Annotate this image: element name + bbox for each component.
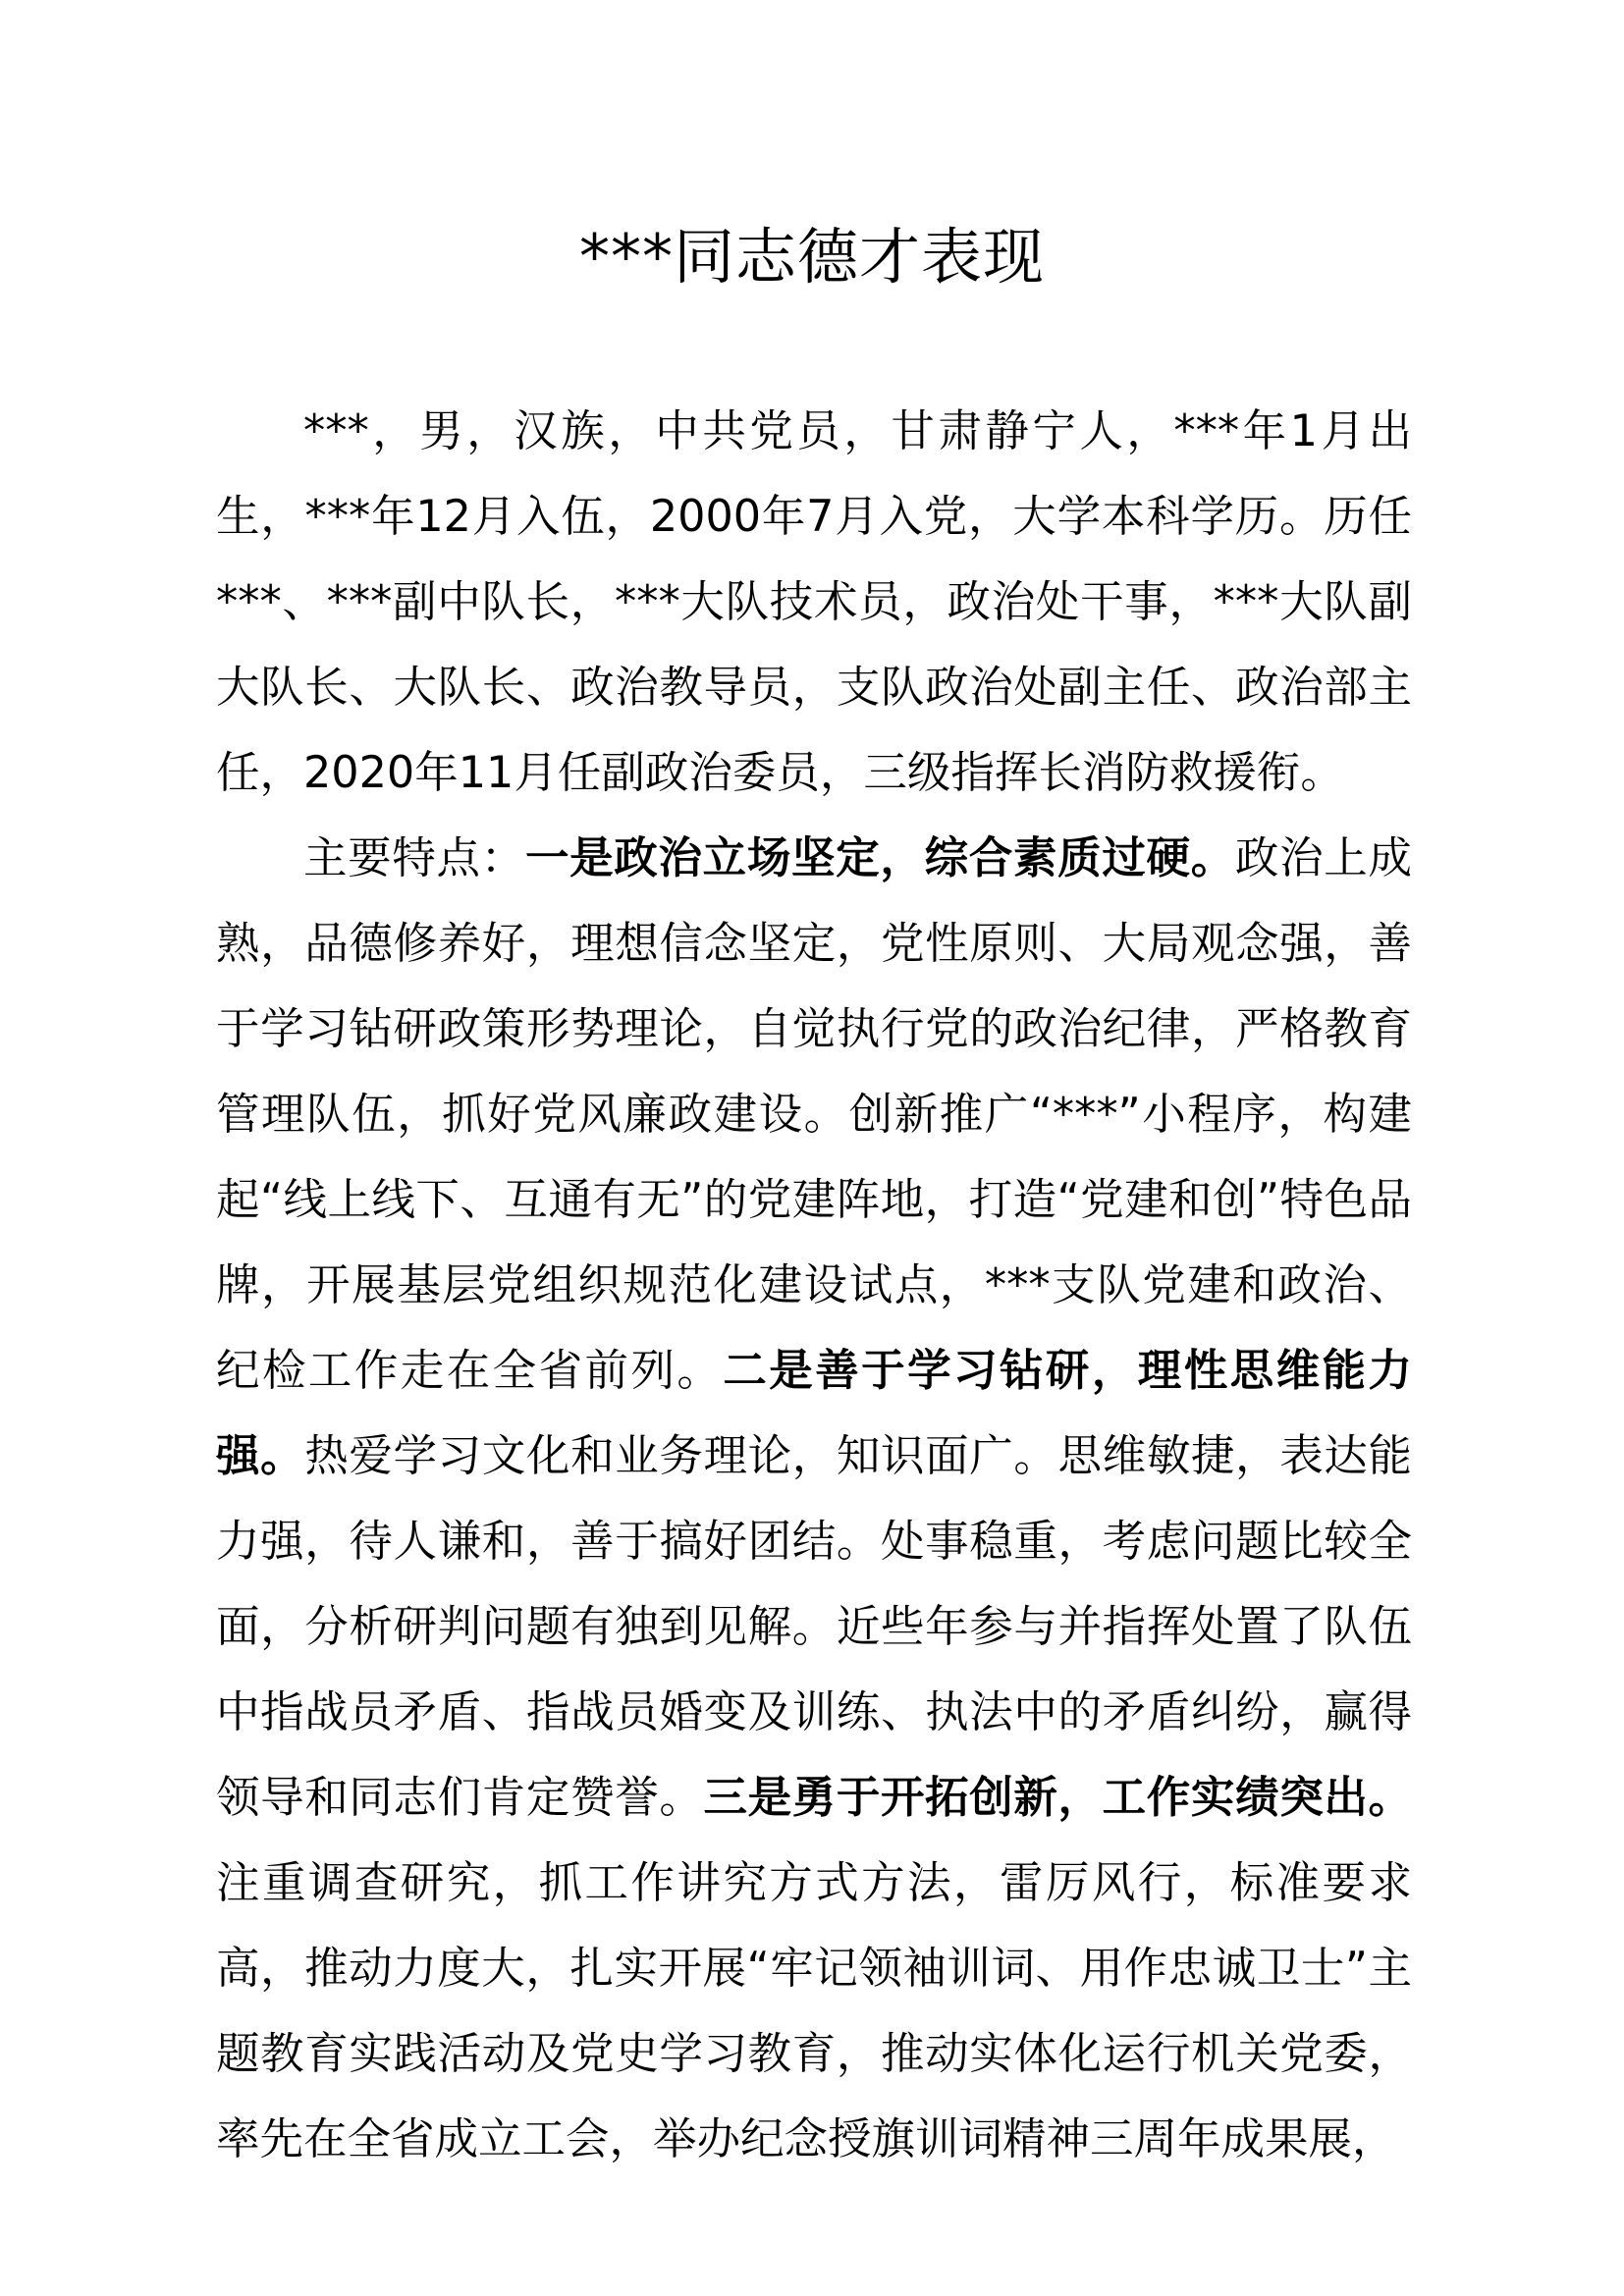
point-2-text: 热爱学习文化和业务理论，知识面广。思维敏捷，表达能力强，待人谦和，善于搞好团结。处事稳重，考虑问题比较全面，分析研判问题有独到见解。近些年参与并指挥处置了队伍中指战员矛盾、指战员婚变及训练、执法中的矛盾纠纷，赢得领导和同志们肯定赞誉。 xyxy=(216,1431,1412,1823)
point-3-text: 注重调查研究，抓工作讲究方式方法，雷厉风行，标准要求高，推动力度大，扎实开展“牢记领袖训词、用作忠诚卫士”主题教育实践活动及党史学习教育，推动实体化运行机关党委，率先在全省成立工会，举办纪念授旗训词精神三周年成果展， xyxy=(216,1858,1412,2164)
point-3-heading: 三是勇于开拓创新，工作实绩突出。 xyxy=(703,1773,1412,1823)
biography-paragraph: ***，男，汉族，中共党员，甘肃静宁人，***年1月出生，***年12月入伍，2000年7月入党，大学本科学历。历任***、***副中队长，***大队技术员，政治处干事，***大队副大队长、大队长、政治教导员，支队政治处副主任、政治部主任，2020年11月任副政治委员，三级指挥长消防救援衔。 xyxy=(216,406,1412,798)
point-2-heading: 二是善于学习钻研，理性思维能力强。 xyxy=(216,1346,1412,1481)
point-1-heading: 一是政治立场坚定，综合素质过硬。 xyxy=(524,833,1235,883)
document-body xyxy=(216,389,1412,2182)
characteristics-intro: 主要特点： xyxy=(303,833,525,883)
characteristics-paragraph xyxy=(216,816,1412,2182)
point-1-text: 政治上成熟，品德修养好，理想信念坚定，党性原则、大局观念强，善于学习钻研政策形势理论，自觉执行党的政治纪律，严格教育管理队伍，抓好党风廉政建设。创新推广“***”小程序，构建起“线上线下、互通有无”的党建阵地，打造“党建和创”特色品牌，开展基层党组织规范化建设试点，***支队党建和政治、纪检工作走在全省前列。 xyxy=(216,833,1412,1396)
document-title: ***同志德才表现 xyxy=(578,221,1045,293)
